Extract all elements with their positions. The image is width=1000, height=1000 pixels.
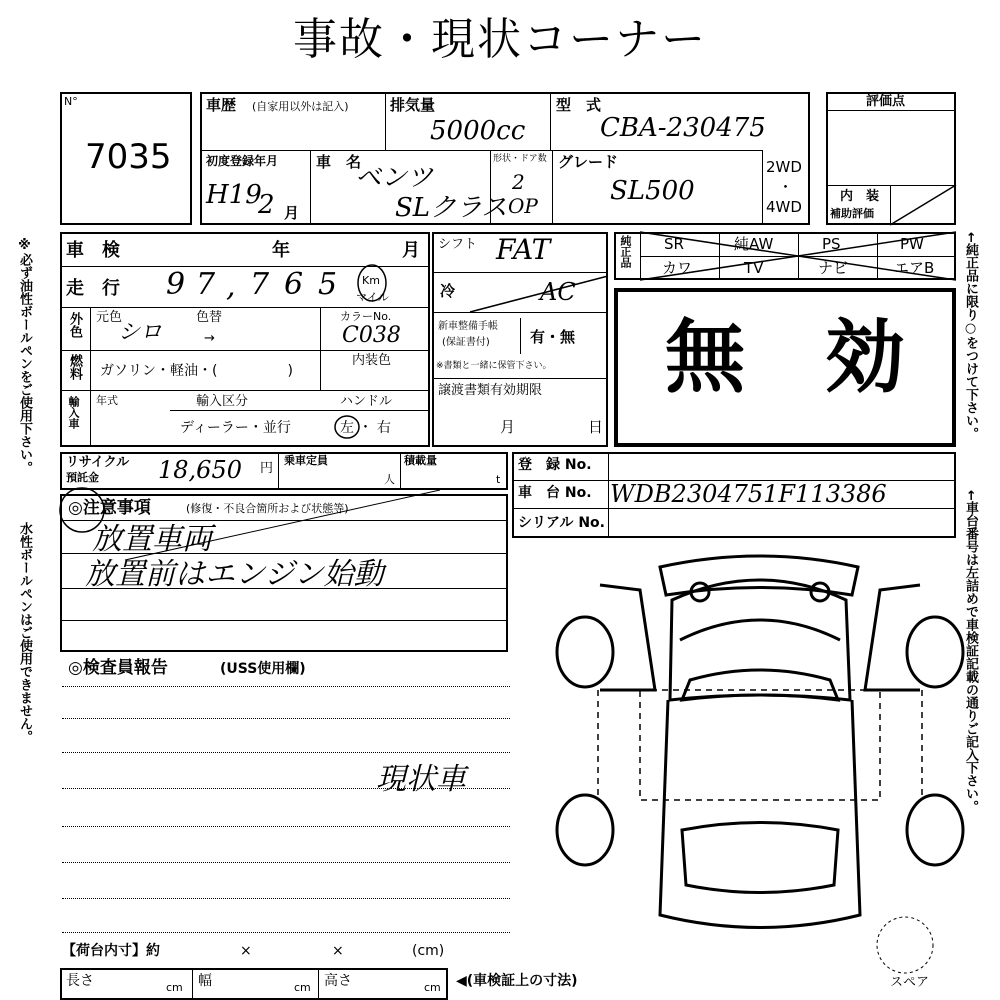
page-title: 事故・現状コーナー — [293, 14, 707, 65]
notes-sub: (修復・不良合箇所および状態等) — [186, 502, 349, 515]
notes-line2: 放置前はエンジン始動 — [85, 557, 384, 592]
mileage-unit-km: Km — [362, 274, 380, 287]
handle-options: 左 ・ 右 — [340, 420, 391, 436]
drive-4wd: 4WD — [766, 198, 802, 216]
recycle-label1: リサイクル — [66, 455, 130, 470]
equip-tv: TV — [744, 259, 764, 277]
dims-height-cm: cm — [424, 981, 441, 994]
cargo-label: 【荷台内寸】約 — [62, 943, 160, 959]
first-reg-label: 初度登録年月 — [206, 154, 279, 168]
mileage-unit-mile: マイル — [356, 291, 389, 304]
dims-width: 幅 — [198, 973, 212, 989]
mileage-label: 走 行 — [66, 278, 120, 299]
equip-leather: カワ — [662, 259, 693, 277]
chassis-label: 車 台 No. — [518, 485, 592, 501]
doors-count: 2 — [512, 170, 525, 194]
equip-navi: ナビ — [818, 259, 849, 277]
inspector-label: ◎検査員報告 — [68, 658, 168, 678]
spare-label: スペア — [890, 975, 930, 990]
equip-aw: 純AW — [734, 235, 774, 253]
notes-line1: 放置車両 — [92, 522, 212, 557]
dims-length-cm: cm — [166, 981, 183, 994]
model-code-label: 型 式 — [556, 96, 602, 114]
mileage-comma: , — [226, 269, 236, 304]
import-side: 輸入車 — [67, 396, 80, 429]
recycle-value: 18,650 — [158, 456, 242, 484]
color-side: 外色 — [67, 312, 82, 338]
model-code-value: CBA-230475 — [600, 113, 766, 143]
shaken-month: 月 — [402, 240, 420, 261]
shift-label: シフト — [438, 237, 478, 252]
mileage-digit-4: 6 — [284, 267, 304, 302]
fuel-side: 燃料 — [67, 354, 82, 380]
car-model: SLクラス — [395, 193, 508, 223]
left-note-2: 水性ボールペンはご使用できません。 — [17, 522, 32, 743]
transfer-day: 日 — [588, 418, 604, 436]
notes-label: ◎注意事項 — [68, 498, 151, 518]
shift-value: FAT — [496, 233, 551, 266]
color-code-label: カラーNo. — [340, 310, 392, 323]
capacity-label: 乗車定員 — [284, 454, 328, 467]
shaken-label: 車 検 — [66, 240, 120, 261]
score-label: 評価点 — [866, 94, 906, 109]
transfer-month: 月 — [500, 418, 516, 436]
import-year-label: 年式 — [96, 394, 118, 407]
load-unit: t — [496, 473, 501, 486]
inspector-remark: 現状車 — [376, 762, 466, 797]
drive-2wd: 2WD — [766, 158, 802, 176]
history-note: (自家用以外は記入) — [252, 100, 349, 113]
right-note-2: ←車台番号は左詰めで車検証記載の通りご記入下さい。 — [963, 490, 978, 813]
cargo-unit: (cm) — [412, 943, 445, 959]
ac-value: AC — [540, 278, 576, 306]
handle-label: ハンドル — [340, 394, 393, 409]
displacement-value: 5000cc — [430, 116, 526, 146]
car-name-label: 車 名 — [316, 153, 362, 171]
color-orig-value: シロ — [118, 320, 163, 345]
left-note-1: ※必ず油性ボールペンをご使用下さい。 — [17, 238, 32, 474]
drive-dot: ・ — [778, 178, 794, 196]
equip-pw: PW — [900, 235, 924, 253]
first-reg-month: 2 — [258, 190, 275, 220]
interior-color-label: 内装色 — [352, 353, 392, 368]
import-class-options: ディーラー・並行 — [180, 420, 291, 436]
transfer-label: 譲渡書類有効期限 — [438, 383, 543, 398]
right-note-1: ←純正品に限り○をつけて下さい。 — [963, 232, 978, 440]
mileage-digit-5: 5 — [318, 267, 338, 302]
displacement-label: 排気量 — [390, 96, 436, 114]
interior-sub: 補助評価 — [830, 207, 874, 220]
serial-label: シリアル No. — [518, 515, 605, 531]
cargo-x1: × — [240, 943, 252, 959]
lot-prefix: N° — [64, 95, 78, 108]
import-class-label: 輸入区分 — [196, 394, 249, 409]
interior-label: 内 装 — [840, 189, 880, 204]
capacity-unit: 人 — [384, 473, 395, 486]
mileage-digit-1: 9 — [166, 267, 186, 302]
recycle-label2: 預託金 — [66, 471, 99, 484]
manual-value: 有・無 — [530, 328, 576, 346]
color-arrow: → — [204, 331, 215, 346]
dims-length: 長さ — [66, 973, 94, 989]
manual-label: 新車整備手帳 — [438, 321, 498, 332]
color-change-label: 色替 — [196, 310, 223, 325]
registration-label: 登 録 No. — [518, 457, 592, 473]
grade-label: グレード — [558, 153, 619, 171]
grade-value: SL500 — [610, 176, 695, 206]
doors-label: 形状・ドア数 — [493, 154, 547, 164]
equip-sr: SR — [664, 235, 684, 253]
dims-width-cm: cm — [294, 981, 311, 994]
equipment-side: 純正品 — [619, 235, 632, 268]
manual-note: ※書類と一緒に保管下さい。 — [436, 361, 552, 371]
color-code-value: C038 — [342, 323, 401, 348]
history-label: 車歴 — [206, 96, 237, 114]
doors-shape: OP — [508, 194, 538, 218]
first-reg-month-unit: 月 — [284, 204, 300, 222]
manual-sub: (保証書付) — [442, 337, 490, 348]
lot-number: 7035 — [85, 137, 172, 177]
ac-label: 冷 — [440, 282, 456, 300]
load-label: 積載量 — [404, 454, 437, 467]
equip-airbag: エアB — [894, 259, 935, 277]
first-reg-year: H19 — [206, 180, 262, 210]
invalid-stamp: 無 効 — [665, 311, 905, 404]
equip-ps: PS — [822, 235, 841, 253]
inspector-sub: (USS使用欄) — [220, 661, 306, 677]
shaken-year: 年 — [272, 240, 290, 261]
car-maker: ベンツ — [355, 163, 434, 193]
dims-height: 高さ — [324, 973, 352, 989]
color-orig-label: 元色 — [96, 310, 123, 325]
mileage-digit-2: 7 — [196, 267, 216, 302]
recycle-unit: 円 — [260, 461, 274, 476]
fuel-options: ガソリン・軽油・( ) — [100, 363, 293, 379]
mileage-digit-3: 7 — [250, 267, 270, 302]
dims-note: ◀(車検証上の寸法) — [456, 973, 578, 989]
chassis-value: WDB2304751F113386 — [610, 480, 887, 508]
cargo-x2: × — [332, 943, 344, 959]
